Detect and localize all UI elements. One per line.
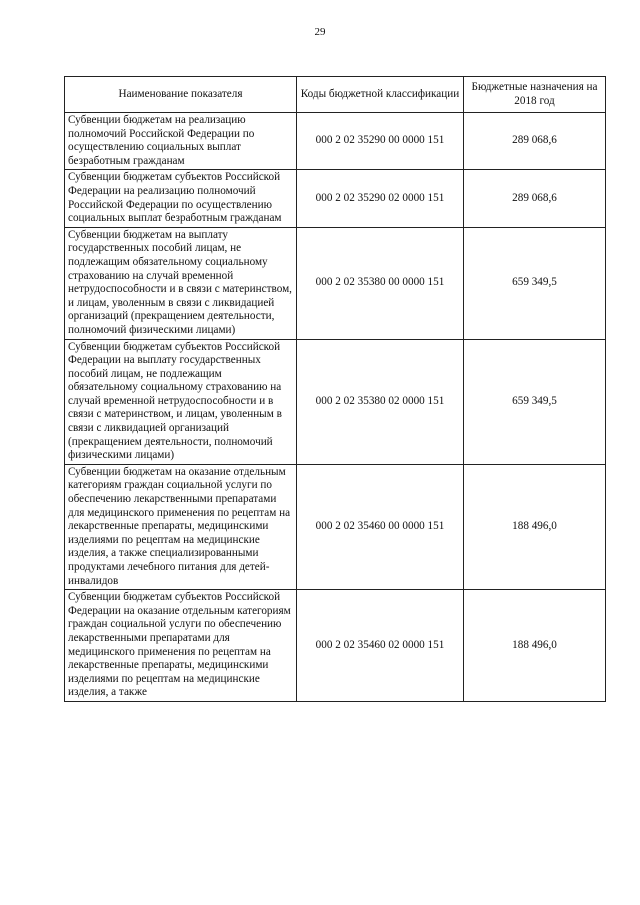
- table-row: [65, 113, 606, 170]
- row-name: Субвенции бюджетам субъектов Российской Федерации на оказание отдельным категориям граждан социальной услуги по обеспечению лекарственными препаратами для медицинского применения по рецептам на лекарственные препараты, медицинскими изделиями по рецептам на медицинские изделия, а также: [65, 590, 297, 702]
- header-name: Наименование показателя: [65, 77, 297, 113]
- row-name: Субвенции бюджетам субъектов Российской Федерации на выплату государственных пособий лицам, не подлежащим обязательному социальному страхованию на случай временной нетрудоспособности и в связи с материнством, и лицам, уволенным в связи с ликвидацией организаций (прекращением деятельности, полномочий физическими лицами): [65, 339, 297, 464]
- header-code: Коды бюджетной классификации: [297, 77, 464, 113]
- row-code: 000 2 02 35290 02 0000 151: [297, 170, 464, 227]
- row-amount: 188 496,0: [464, 464, 606, 589]
- table-header-row: [65, 77, 606, 113]
- table-row: [65, 464, 606, 589]
- row-code: 000 2 02 35460 02 0000 151: [297, 590, 464, 702]
- budget-table: [64, 76, 606, 702]
- row-amount: 289 068,6: [464, 170, 606, 227]
- row-amount: 289 068,6: [464, 113, 606, 170]
- table-row: [65, 590, 606, 702]
- row-name: Субвенции бюджетам на выплату государственных пособий лицам, не подлежащим обязательному социальному страхованию на случай временной нетрудоспособности и в связи с материнством, и лицам, уволенным в связи с ликвидацией организаций (прекращением деятельности, полномочий физическими лицами): [65, 227, 297, 339]
- row-code: 000 2 02 35290 00 0000 151: [297, 113, 464, 170]
- row-name: Субвенции бюджетам на оказание отдельным категориям граждан социальной услуги по обеспечению лекарственными препаратами для медицинского применения по рецептам на лекарственные препараты, медицинскими изделиями по рецептам на медицинские изделия, а также специализированными продуктами лечебного питания для детей-инвалидов: [65, 464, 297, 589]
- table-row: [65, 170, 606, 227]
- row-amount: 659 349,5: [464, 227, 606, 339]
- row-amount: 188 496,0: [464, 590, 606, 702]
- row-name: Субвенции бюджетам на реализацию полномочий Российской Федерации по осуществлению социальных выплат безработным гражданам: [65, 113, 297, 170]
- row-name: Субвенции бюджетам субъектов Российской Федерации на реализацию полномочий Российской Федерации по осуществлению социальных выплат безработным гражданам: [65, 170, 297, 227]
- header-amount: Бюджетные назначения на 2018 год: [464, 77, 606, 113]
- row-code: 000 2 02 35460 00 0000 151: [297, 464, 464, 589]
- table-row: [65, 227, 606, 339]
- page-number: 29: [314, 26, 326, 38]
- row-code: 000 2 02 35380 02 0000 151: [297, 339, 464, 464]
- row-code: 000 2 02 35380 00 0000 151: [297, 227, 464, 339]
- row-amount: 659 349,5: [464, 339, 606, 464]
- table-row: [65, 339, 606, 464]
